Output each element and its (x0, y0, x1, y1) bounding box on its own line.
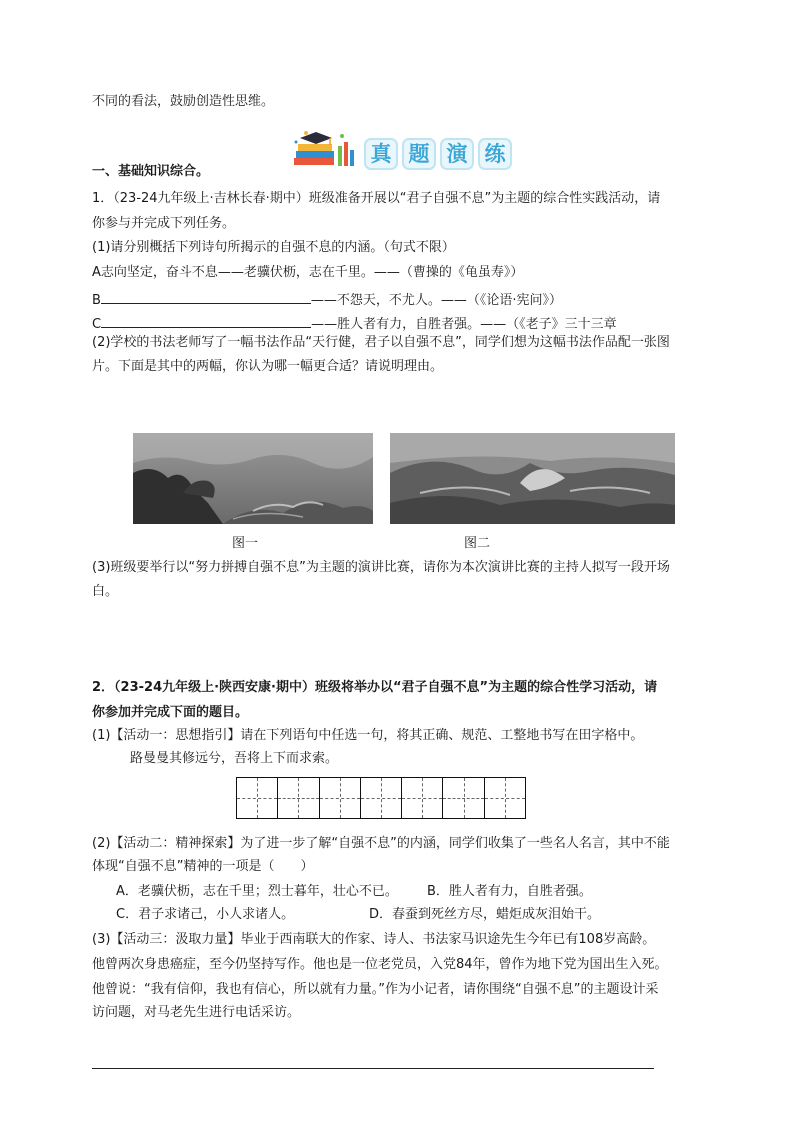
grid-cell[interactable] (485, 778, 525, 818)
q1-item-b-label: B (92, 293, 101, 308)
figure-1-caption: 图一 (232, 536, 259, 551)
q2-option-b: B．胜人者有力，自胜者强。 (427, 884, 592, 899)
q2-part3-line4: 访问题，对马老先生进行电话采访。 (92, 1005, 301, 1020)
q2-option-a: A．老骥伏枥，志在千里；烈士暮年，壮心不已。 (116, 884, 398, 899)
q2-part3-line2: 他曾两次身患癌症，至今仍坚持写作。他也是一位老党员，入党84年，曾作为地下党为国出生入死。 (92, 957, 668, 972)
q1-part1: (1)请分别概括下列诗句所揭示的自强不息的内涵。（句式不限） (92, 240, 455, 255)
q1-stem-line2: 你参与并完成下列任务。 (92, 216, 236, 231)
grid-cell[interactable] (443, 778, 484, 818)
q1-item-a: A志向坚定，奋斗不息——老骥伏枥，志在千里。——（曹操的《龟虽寿》） (92, 265, 524, 280)
q2-part3-line1: (3)【活动三：汲取力量】毕业于西南联大的作家、诗人、书法家马识途先生今年已有108岁高龄。 (92, 932, 656, 947)
grid-cell[interactable] (361, 778, 402, 818)
banner-char-1: 真 (364, 138, 398, 170)
tianzige-writing-grid[interactable] (236, 777, 526, 819)
q1-part3-line1: (3)班级要举行以“努力拼搏自强不息”为主题的演讲比赛，请你为本次演讲比赛的主持人拟写一段开场 (92, 560, 670, 575)
q1-stem-line1: 1．（23-24九年级上·吉林长春·期中）班级准备开展以“君子自强不息”为主题的综合性实践活动，请 (92, 191, 661, 206)
q1-item-b-text: ——不怨天，不尤人。——（《论语·宪问》） (310, 293, 563, 308)
q2-quote: 路曼曼其修远兮，吾将上下而求索。 (130, 751, 339, 766)
practice-banner (292, 122, 522, 172)
figure-1-image (133, 433, 373, 524)
intro-text: 不同的看法，鼓励创造性思维。 (92, 94, 275, 109)
q1-c-answer-blank[interactable] (101, 313, 311, 328)
grid-cell[interactable] (320, 778, 361, 818)
answer-line[interactable] (92, 1068, 654, 1069)
books-graduation-cap-icon (292, 128, 356, 172)
section-heading: 一、基础知识综合。 (92, 164, 210, 179)
q2-part2-line1: (2)【活动二：精神探索】为了进一步了解“自强不息”的内涵，同学们收集了一些名人名言，其中不能 (92, 836, 670, 851)
q2-part1: (1)【活动一：思想指引】请在下列语句中任选一句，将其正确、规范、工整地书写在田字格中。 (92, 728, 644, 743)
q2-option-c: C．君子求诸己，小人求诸人。 (116, 907, 295, 922)
q1-part2-line1: (2)学校的书法老师写了一幅书法作品“天行健，君子以自强不息”，同学们想为这幅书法作品配一张图 (92, 335, 670, 350)
q2-part3-line3: 他曾说：“我有信仰，我也有信心，所以就有力量。”作为小记者，请你围绕“自强不息”的主题设计采 (92, 982, 659, 997)
grid-cell[interactable] (278, 778, 319, 818)
grid-cell[interactable] (237, 778, 278, 818)
figure-2-caption: 图二 (464, 536, 491, 551)
q2-stem-line1: 2．（23-24九年级上·陕西安康·期中）班级将举办以“君子自强不息”为主题的综合性学习活动，请 (92, 680, 658, 695)
q1-b-answer-blank[interactable] (101, 289, 311, 304)
q2-option-d: D．春蚕到死丝方尽，蜡炬成灰泪始干。 (369, 907, 601, 922)
q2-stem-line2: 你参加并完成下面的题目。 (92, 705, 249, 720)
q1-part2-line2: 片。下面是其中的两幅，你认为哪一幅更合适？请说明理由。 (92, 359, 444, 374)
q1-item-c-text: ——胜人者有力，自胜者强。——（《老子》三十三章 (311, 317, 617, 332)
q1-item-c-label: C (92, 317, 102, 332)
figure-2-image (390, 433, 675, 524)
q1-item-b (92, 289, 562, 310)
q1-item-c (92, 313, 617, 334)
grid-cell[interactable] (402, 778, 443, 818)
banner-char-3: 演 (440, 138, 474, 170)
q1-part3-line2: 白。 (92, 584, 119, 599)
banner-char-2: 题 (402, 138, 436, 170)
q2-part2-line2: 体现“自强不息”精神的一项是（ ） (92, 859, 314, 874)
banner-char-4: 练 (478, 138, 512, 170)
